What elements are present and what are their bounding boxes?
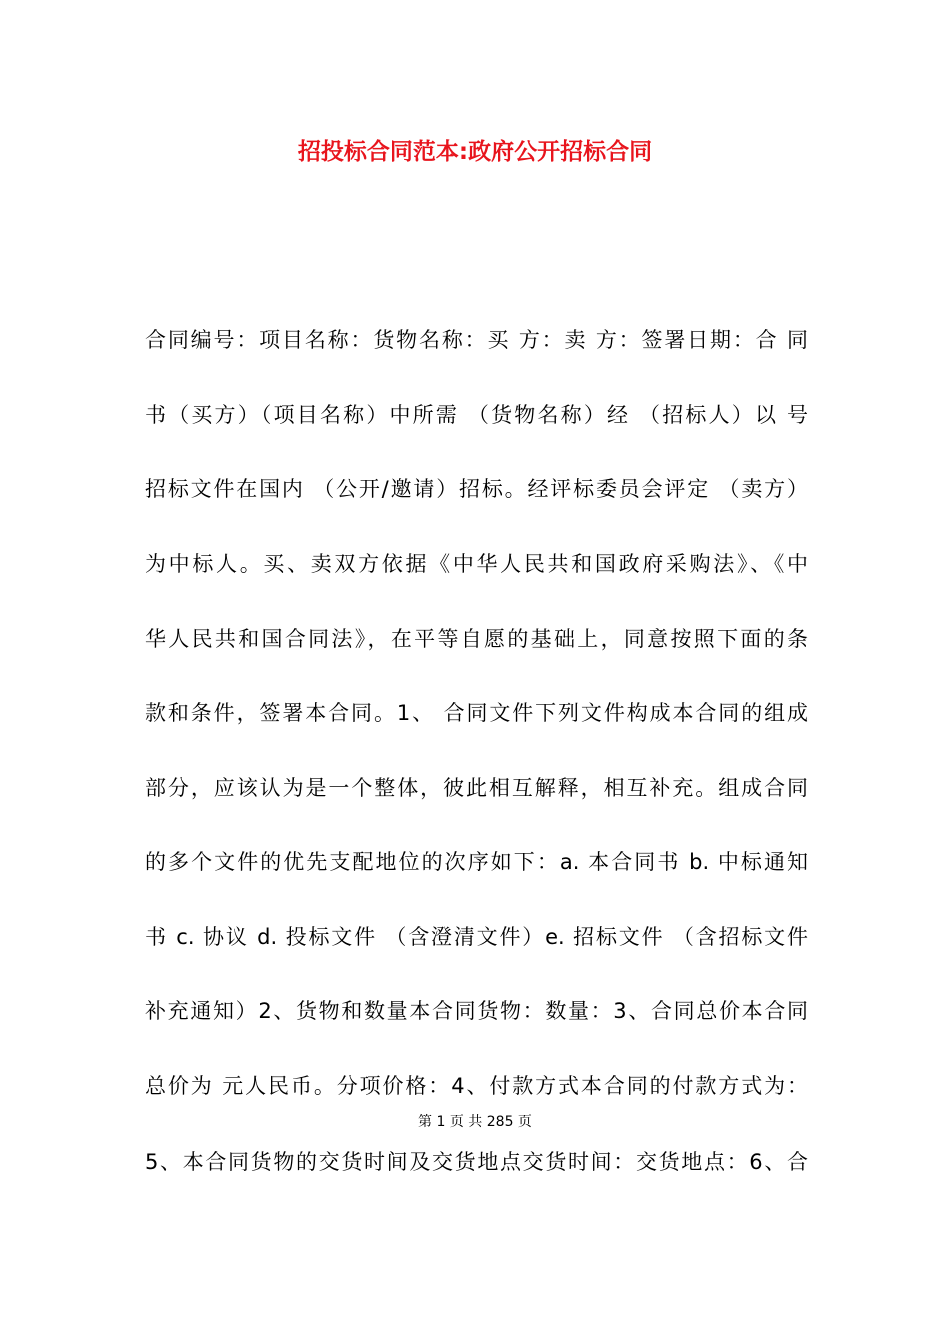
body-line-5: 华人民共和国合同法》，在平等自愿的基础上，同意按照下面的条: [145, 627, 808, 651]
body-line-10: 补充通知）2、货物和数量本合同货物：数量：3、合同总价本合同: [145, 999, 808, 1023]
body-line-4: 为中标人。买、卖双方依据《中华人民共和国政府采购法》、《中: [145, 552, 808, 576]
body-line-2: 书（买方）（项目名称）中所需 （货物名称）经 （招标人）以 号: [145, 403, 808, 427]
body-line-3: 招标文件在国内 （公开/邀请）招标。经评标委员会评定 （卖方）: [145, 477, 808, 501]
body-line-6: 款和条件，签署本合同。1、 合同文件下列文件构成本合同的组成: [145, 701, 808, 725]
page-number: 第 1 页 共 285 页: [418, 1114, 532, 1130]
body-line-8: 的多个文件的优先支配地位的次序如下：a. 本合同书 b. 中标通知: [145, 850, 808, 874]
body-line-12: 5、本合同货物的交货时间及交货地点交货时间：交货地点：6、合: [145, 1150, 808, 1174]
document-title: 招投标合同范本:政府公开招标合同: [297, 139, 653, 165]
body-line-7: 部分，应该认为是一个整体，彼此相互解释，相互补充。组成合同: [145, 776, 808, 800]
body-line-11: 总价为 元人民币。分项价格：4、付款方式本合同的付款方式为：: [145, 1074, 808, 1098]
body-line-9: 书 c. 协议 d. 投标文件 （含澄清文件）e. 招标文件 （含招标文件: [145, 925, 808, 949]
body-line-1: 合同编号：项目名称：货物名称：买 方：卖 方：签署日期：合 同: [145, 328, 808, 352]
